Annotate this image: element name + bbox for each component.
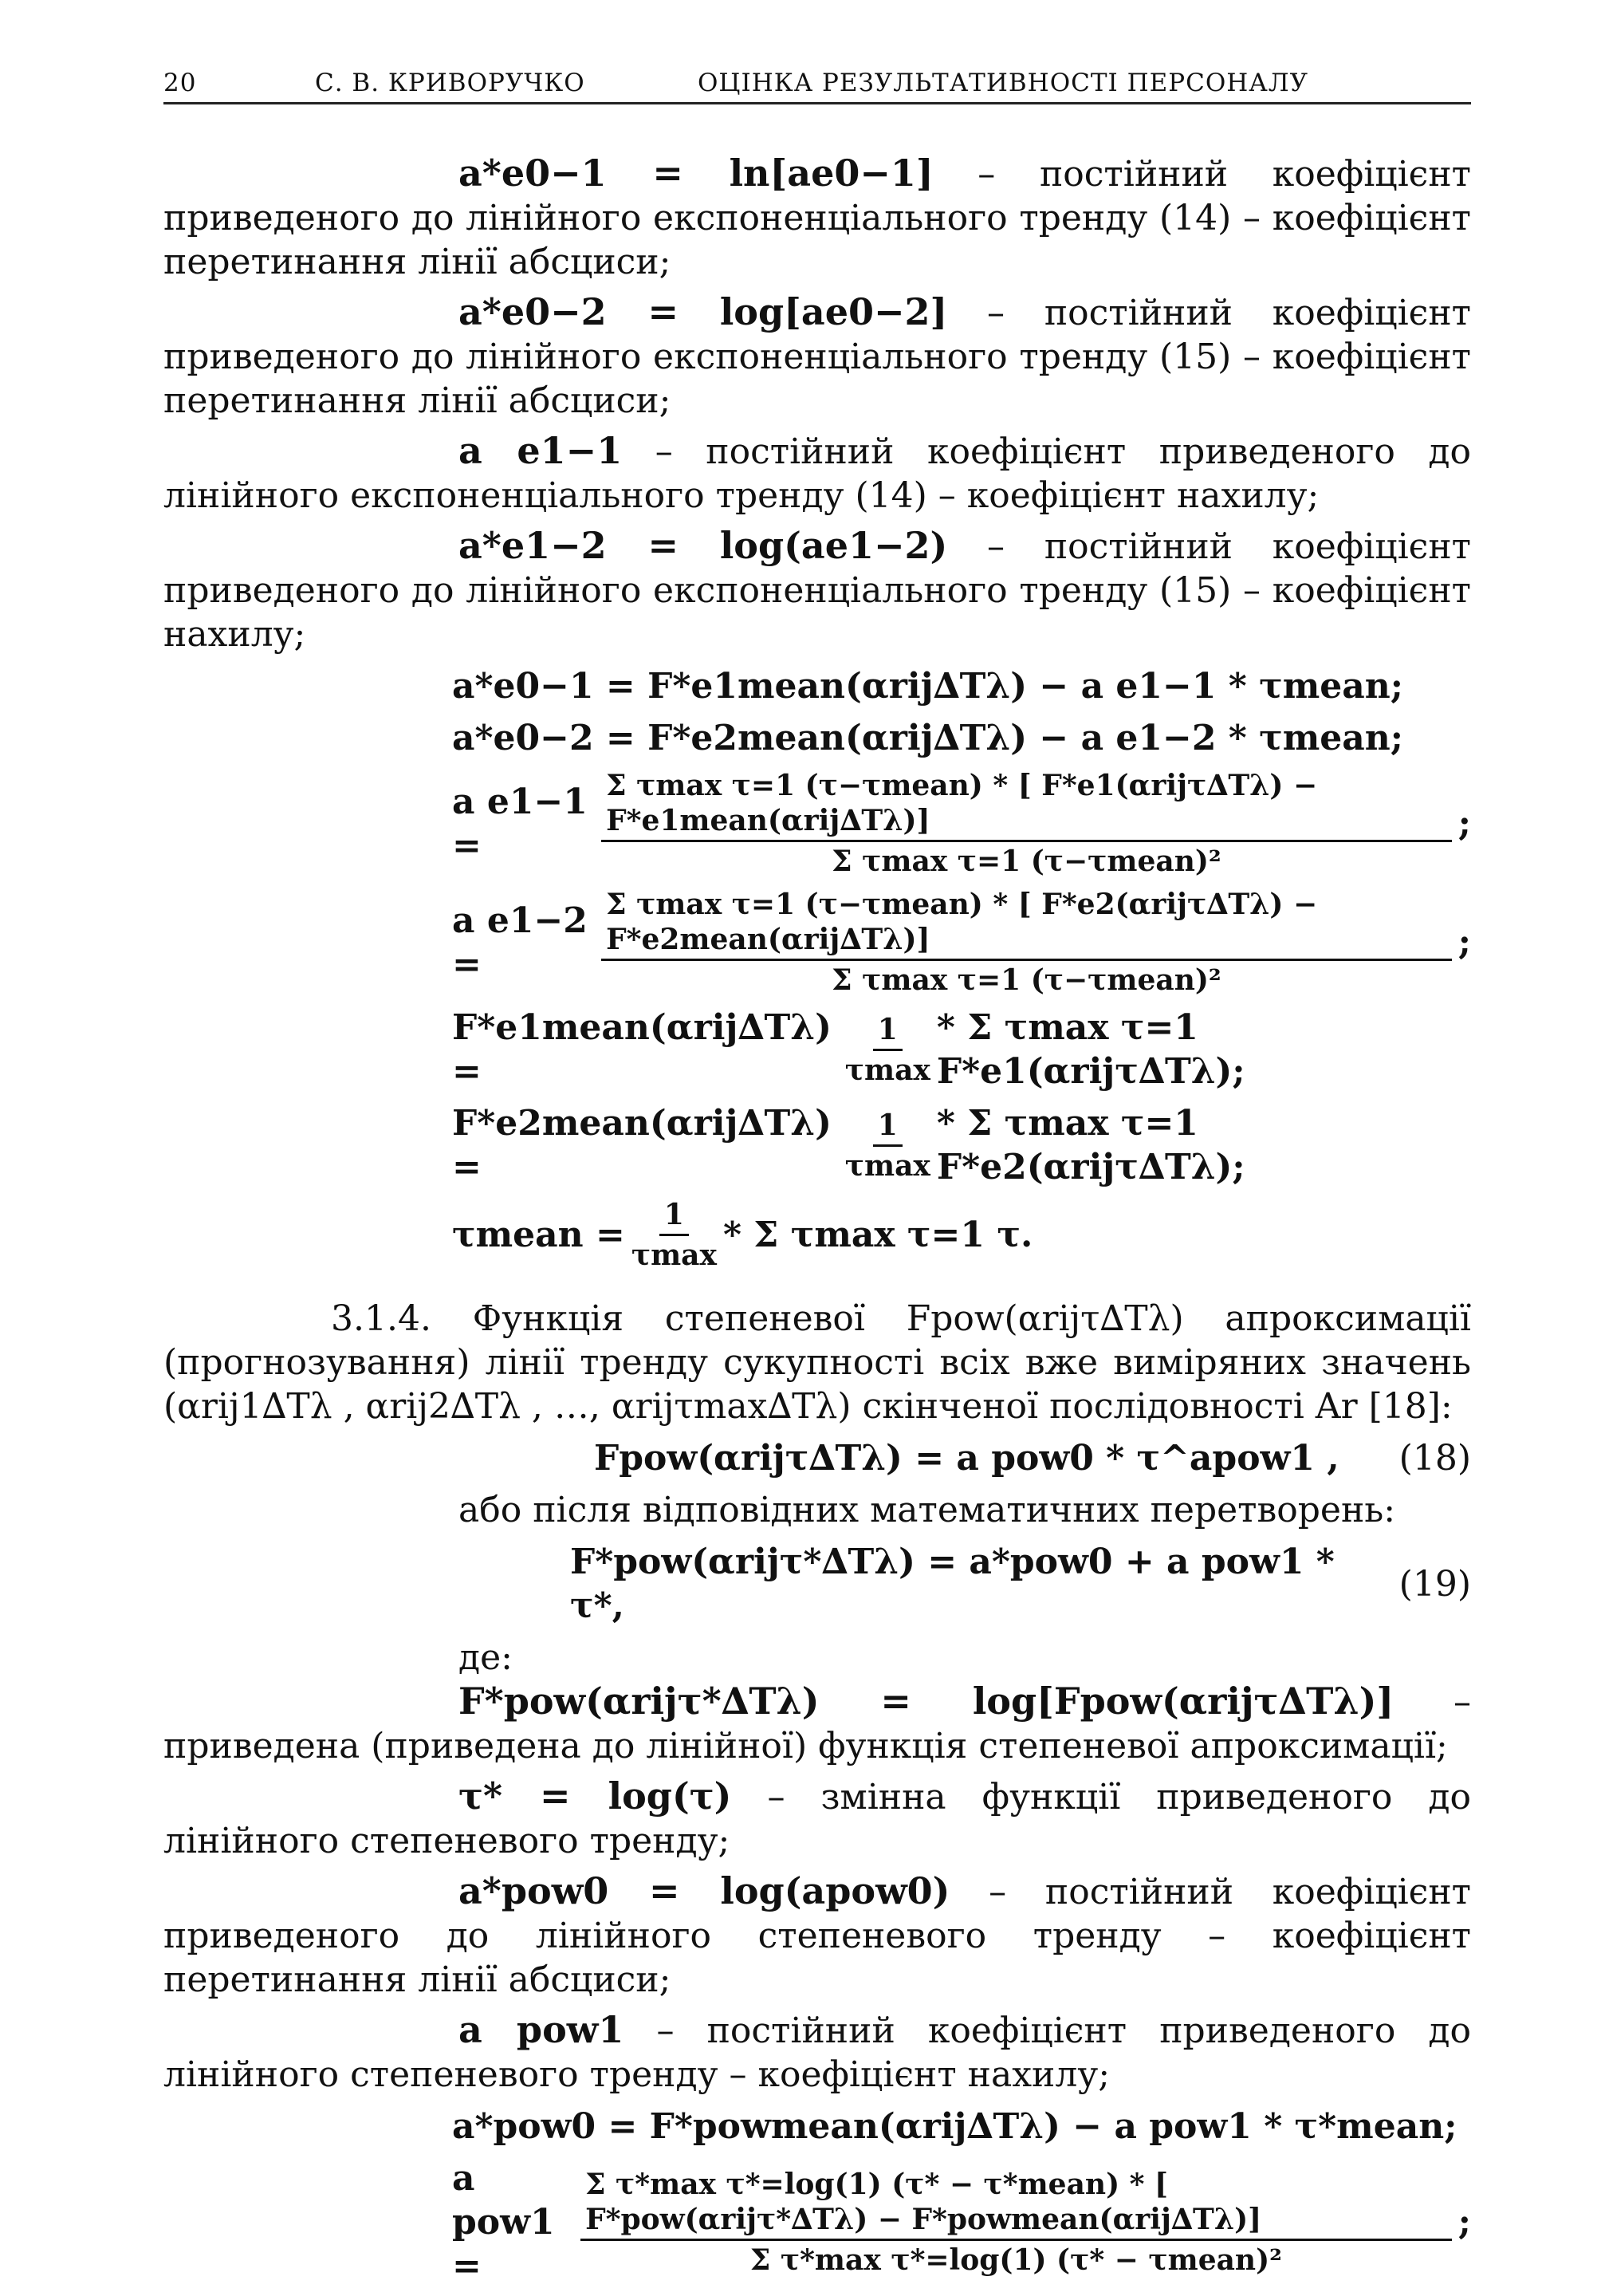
definition-paragraph [163,1680,1471,1768]
fraction-denominator: Σ τmax τ=1 (τ−τmean)² [832,845,1221,878]
equation-number: (18) [1398,1438,1471,1479]
equation-lhs: a pow1 = [452,2158,555,2286]
fraction-numerator: Σ τmax τ=1 (τ−τmean) * [ F*e1(αrijτ∆Tλ) − F*e1mean(αrij∆Tλ)] [601,768,1452,842]
definition-paragraph [163,290,1471,423]
fraction-numerator: 1 [873,1012,903,1051]
fraction-denominator: τmax [844,1148,930,1183]
fraction [601,768,1452,879]
definition-text: – постійний коефіцієнт приведеного до лінійного експоненціального тренду (14) – коефіцієнт нахилу; [163,431,1471,516]
equation-tail: * Σ τmax τ=1 F*e2(αrijτ∆Tλ); [936,1103,1245,1187]
equation-tail: * Σ τmax τ=1 F*e1(αrijτ∆Tλ); [936,1007,1245,1092]
equation-tail: ; [1457,2202,1471,2243]
definition-text: – змінна функції приведеного до лінійного степеневого тренду; [163,1777,1472,1861]
fraction [845,1012,930,1088]
definition-text: – постійний коефіцієнт приведеного до лінійного степеневого тренду – коефіцієнт нахилу; [163,2010,1471,2095]
running-header [163,62,1471,104]
equation: a*e0−2 = F*e2mean(αrij∆Tλ) − a e1−2 * τmean; [452,718,1404,758]
definition-paragraph [163,524,1471,656]
equation-19 [163,1540,1471,1628]
formula: a*e0−2 = log[ae0−2] [458,290,948,333]
formula: a*e1−2 = log(ae1−2) [458,524,948,567]
fraction-numerator: 1 [873,1108,903,1147]
formula: a*e0−1 = ln[ae0−1] [458,152,934,195]
author-name: С. В. КРИВОРУЧКО [315,69,585,97]
equation-lhs: a e1−2 = [452,900,588,985]
fraction [580,2167,1452,2278]
equation-lhs: F*e1mean(αrij∆Tλ) = [452,1007,832,1092]
equation: a*e0−1 = F*e1mean(αrij∆Tλ) − a e1−1 * τmean; [452,666,1404,707]
equation-tail: ; [1457,922,1471,963]
fraction [631,1197,717,1273]
definition-text: – постійний коефіцієнт приведеного до лінійного експоненціального тренду (14) – коефіцієнт перетинання лінії абсциси; [163,154,1471,282]
formula: τ* = log(τ) [458,1774,732,1818]
equation-block [163,664,1471,1273]
equation-18 [163,1436,1471,1480]
fraction-equation [452,1006,1471,1093]
body-text: або після відповідних математичних перетворень: [458,1490,1396,1530]
where-label: де: [458,1637,513,1678]
fraction-denominator: τmax [631,1239,717,1272]
definition-paragraph [163,429,1471,518]
fraction [601,887,1452,998]
page-number: 20 [163,69,197,97]
fraction-denominator: Σ τmax τ=1 (τ−τmean)² [832,963,1221,997]
definition-paragraph [163,1869,1471,2002]
equation-tail: * Σ τmax τ=1 τ. [722,1215,1033,1255]
fraction [845,1108,930,1183]
fraction-denominator: Σ τ*max τ*=log(1) (τ* − τmean)² [749,2243,1282,2277]
equation-number: (19) [1398,1563,1471,1605]
definition-text: – постійний коефіцієнт приведеного до лінійного експоненціального тренду (15) – коефіцієнт перетинання лінії абсциси; [163,293,1471,421]
page-body [163,152,1471,2296]
fraction-numerator: 1 [659,1197,689,1236]
definition-text: – приведена (приведена до лінійної) функція степеневої апроксимації; [163,1682,1471,1766]
formula: a e1−1 [458,429,623,472]
fraction-equation [452,1197,1471,1273]
equation-formula: Fpow(αrijτ∆Tλ) = a pow0 * τ^apow1 , [594,1438,1339,1479]
fraction-equation [452,2156,1471,2288]
fraction-equation [452,1101,1471,1189]
book-title: ОЦІНКА РЕЗУЛЬТАТИВНОСТІ ПЕРСОНАЛУ [698,69,1309,97]
fraction-equation [452,887,1471,998]
section-paragraph: 3.1.4. Функція степеневої Fpow(αrijτ∆Tλ) апроксимації (прогнозування) лінії тренду сукупності всіх вже виміряних значень (αrij1∆Tλ , αrij2∆Tλ , …, αrijτmax∆Tλ) скінченої послідовності Ar [18]: [163,1298,1471,1427]
definition-text: – постійний коефіцієнт приведеного до лінійного експоненціального тренду (15) – коефіцієнт нахилу; [163,526,1471,655]
definition-paragraph [163,1774,1471,1863]
fraction-denominator: τmax [844,1053,930,1087]
equation-lhs: τmean = [452,1215,625,1255]
formula: a*pow0 = log(apow0) [458,1869,950,1912]
formula: F*pow(αrijτ*∆Tλ) = log[Fpow(αrijτ∆Tλ)] [458,1680,1394,1723]
formula: a pow1 [458,2008,624,2051]
equation-formula: F*pow(αrijτ*∆Tλ) = a*pow0 + a pow1 * τ*, [570,1542,1335,1626]
fraction-numerator: Σ τmax τ=1 (τ−τmean) * [ F*e2(αrijτ∆Tλ) − F*e2mean(αrij∆Tλ)] [601,887,1452,961]
equation: a*pow0 = F*powmean(αrij∆Tλ) − a pow1 * τ*mean; [452,2106,1457,2147]
equation-lhs: a e1−1 = [452,781,588,866]
equation-lhs: F*e2mean(αrij∆Tλ) = [452,1103,832,1187]
definition-text: – постійний коефіцієнт приведеного до лінійного степеневого тренду – коефіцієнт перетинання лінії абсциси; [163,1872,1471,2000]
definition-paragraph [163,152,1471,284]
fraction-numerator: Σ τ*max τ*=log(1) (τ* − τ*mean) * [ F*pow(αrijτ*∆Tλ) − F*powmean(αrij∆Tλ)] [580,2167,1452,2241]
definition-paragraph [163,2008,1471,2097]
equation-tail: ; [1457,803,1471,844]
fraction-equation [452,768,1471,879]
